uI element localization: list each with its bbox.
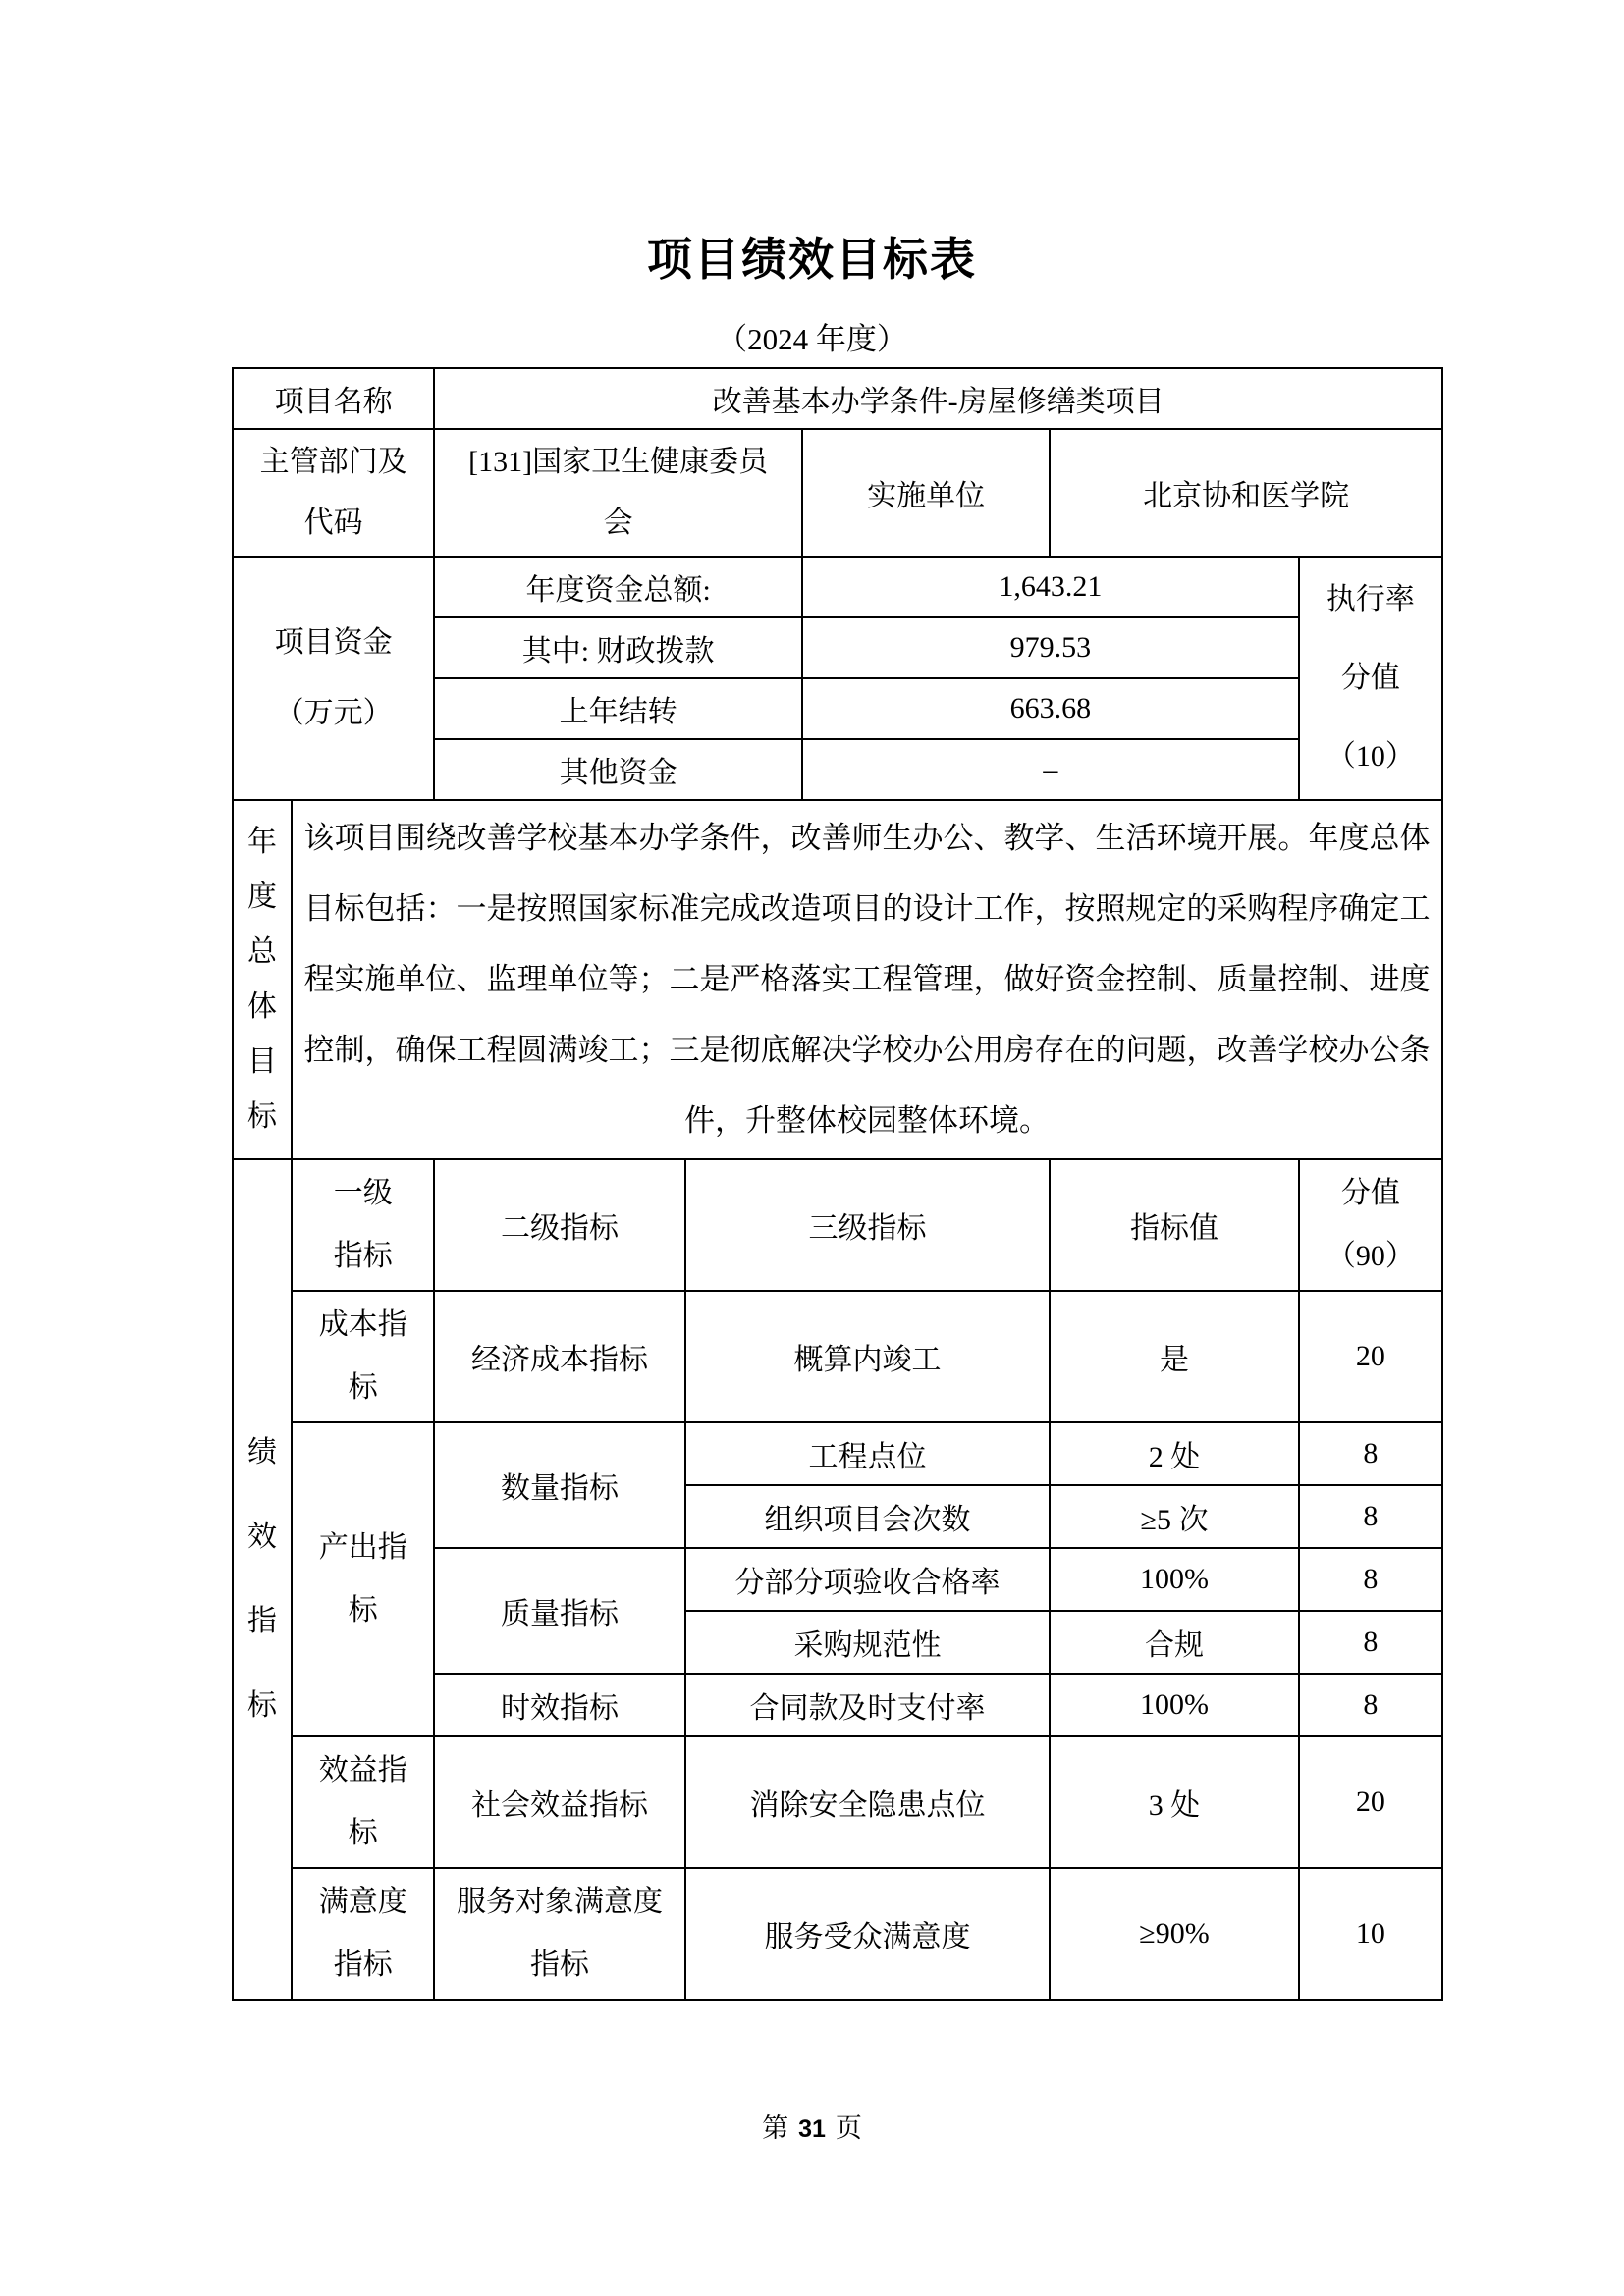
funding-total-value: 1,643.21 [802,557,1299,617]
table-row [233,557,1442,617]
satisfaction-level2-line: 服务对象满意度 [457,1886,664,1918]
timeliness-level3: 合同款及时支付率 [685,1674,1051,1736]
indicators-label [233,1159,292,2000]
benefit-score: 20 [1299,1736,1442,1868]
page-title: 项目绩效目标表 [647,234,977,285]
cost-level1-line: 标 [348,1371,378,1404]
funding-carryover-value: 663.68 [802,678,1299,739]
timeliness-level2: 时效指标 [434,1674,684,1736]
footer-page-number: 31 [798,2115,826,2143]
project-name-value: 改善基本办学条件-房屋修缮类项目 [434,368,1442,429]
output-level1-line: 产出指 [318,1531,407,1564]
performance-target-table-wrap [232,367,1443,2001]
quantity-row2-value: ≥5 次 [1050,1485,1298,1548]
cost-level1-line: 成本指 [318,1308,407,1341]
header-level2: 二级指标 [434,1159,684,1291]
header-score [1299,1159,1442,1291]
satisfaction-level1-line: 满意度 [318,1886,407,1918]
benefit-value: 3 处 [1050,1736,1298,1868]
timeliness-value: 100% [1050,1674,1298,1736]
quantity-level2: 数量指标 [434,1422,684,1548]
indicators-label-vertical: 绩效指标 [247,1436,278,1722]
dept-value [434,429,802,557]
dept-label-line: 代码 [303,507,363,539]
satisfaction-level1 [292,1868,434,2000]
table-row [233,1422,1442,1485]
cost-level2: 经济成本指标 [434,1291,684,1422]
dept-label-line: 主管部门及 [259,446,407,478]
quality-row2-level3: 采购规范性 [685,1611,1051,1674]
benefit-level1 [292,1736,434,1868]
page-subtitle: （2024 年度） [717,322,907,356]
footer-prefix: 第 [762,2113,789,2143]
execution-rate-line: 分值 [1340,662,1400,694]
satisfaction-level1-line: 指标 [333,1949,393,1981]
annual-goal-label-vertical: 年度总体目标 [247,826,278,1133]
header-level1-line: 一级 [333,1177,393,1209]
quality-row2-value: 合规 [1050,1611,1298,1674]
header-score-line: （90） [1326,1240,1415,1272]
funding-label-line: （万元） [274,697,393,729]
quantity-row1-level3: 工程点位 [685,1422,1051,1485]
table-row [233,368,1442,429]
output-level1-line: 标 [348,1594,378,1627]
funding-fiscal-label: 其中: 财政拨款 [434,617,802,678]
header-level3: 三级指标 [685,1159,1051,1291]
quantity-row1-value: 2 处 [1050,1422,1298,1485]
satisfaction-level3: 服务受众满意度 [685,1868,1051,2000]
impl-unit-value: 北京协和医学院 [1050,429,1442,557]
quantity-row2-score: 8 [1299,1485,1442,1548]
execution-rate-line: 执行率 [1326,583,1415,615]
table-row [233,1159,1442,1291]
performance-target-table [232,367,1443,2001]
quantity-row1-score: 8 [1299,1422,1442,1485]
funding-other-label: 其他资金 [434,739,802,800]
annual-goal-text: 该项目围绕改善学校基本办学条件，改善师生办公、教学、生活环境开展。年度总体目标包括：一是按照国家标准完成改造项目的设计工作，按照规定的采购程序确定工程实施单位、监理单位等；二是严格落实工程管理，做好资金控制、质量控制、进度控制，确保工程圆满竣工；三是彻底解决学校办公用房存在的问题，改善学校办公条件，升整体校园整体环境。 [292,800,1442,1159]
table-row [233,1291,1442,1422]
funding-label [233,557,434,800]
project-name-label: 项目名称 [233,368,434,429]
satisfaction-level2-line: 指标 [530,1949,590,1981]
footer-suffix: 页 [835,2113,862,2143]
satisfaction-value: ≥90% [1050,1868,1298,2000]
header-score-line: 分值 [1340,1177,1400,1209]
page-footer [0,2107,1624,2145]
timeliness-score: 8 [1299,1674,1442,1736]
benefit-level1-line: 标 [348,1817,378,1849]
dept-label [233,429,434,557]
quantity-row2-level3: 组织项目会次数 [685,1485,1051,1548]
cost-level1 [292,1291,434,1422]
funding-carryover-label: 上年结转 [434,678,802,739]
quality-level2: 质量指标 [434,1548,684,1674]
table-row [233,800,1442,1159]
satisfaction-level2 [434,1868,684,2000]
quality-row1-value: 100% [1050,1548,1298,1611]
execution-rate-line: （10） [1326,740,1415,773]
dept-value-line: 会 [603,507,633,539]
execution-rate-score [1299,557,1442,800]
impl-unit-label: 实施单位 [802,429,1050,557]
funding-fiscal-value: 979.53 [802,617,1299,678]
cost-score: 20 [1299,1291,1442,1422]
output-level1 [292,1422,434,1736]
benefit-level2: 社会效益指标 [434,1736,684,1868]
benefit-level1-line: 效益指 [318,1754,407,1787]
quality-row1-level3: 分部分项验收合格率 [685,1548,1051,1611]
cost-level3: 概算内竣工 [685,1291,1051,1422]
table-row [233,1736,1442,1868]
funding-other-value: – [802,739,1299,800]
benefit-level3: 消除安全隐患点位 [685,1736,1051,1868]
header-value: 指标值 [1050,1159,1298,1291]
header-level1-line: 指标 [333,1240,393,1272]
annual-goal-label [233,800,292,1159]
table-row [233,429,1442,557]
table-row [233,1868,1442,2000]
quality-row2-score: 8 [1299,1611,1442,1674]
cost-value: 是 [1050,1291,1298,1422]
funding-label-line: 项目资金 [274,626,393,659]
funding-total-label: 年度资金总额: [434,557,802,617]
quality-row1-score: 8 [1299,1548,1442,1611]
header-level1 [292,1159,434,1291]
dept-value-line: [131]国家卫生健康委员 [468,446,769,478]
satisfaction-score: 10 [1299,1868,1442,2000]
